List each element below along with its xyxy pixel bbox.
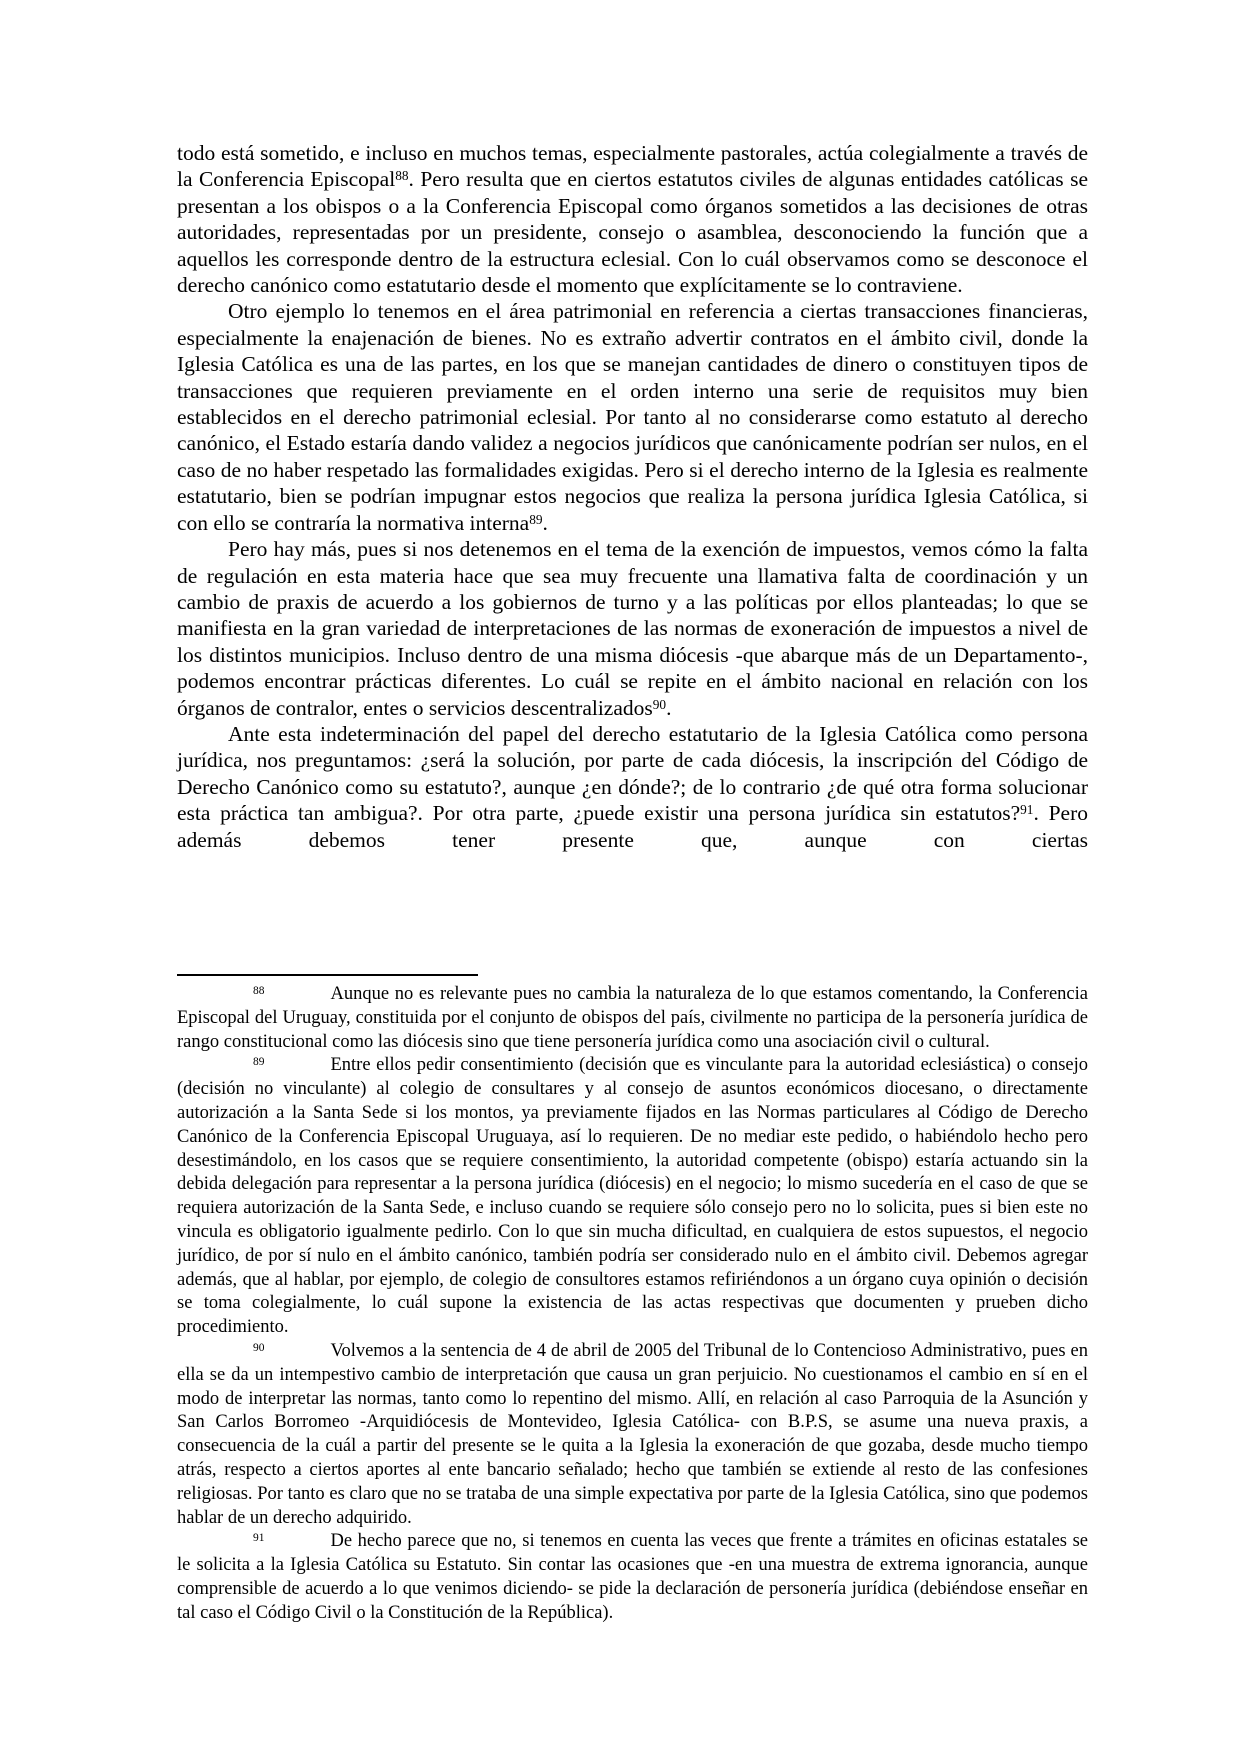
- footnote-reference: 88: [395, 168, 409, 184]
- body-text: [177, 140, 1088, 853]
- footnote-reference: 91: [1020, 802, 1034, 818]
- footnote-marker: 89: [253, 1056, 265, 1069]
- body-paragraph: todo está sometido, e incluso en muchos temas, especialmente pastorales, actúa colegialmente a través de la Conferencia Episcopal$^{88}$. Pero resulta que en ciertos estatutos civiles de algunas entidades católicas se presentan a los obispos o a la Conferencia Episcopal como órganos sometidos a las decisiones de otras autoridades, representadas por un presidente, consejo o asamblea, desconociendo la función que a aquellos les corresponde dentro de la estructura eclesial. Con lo cuál observamos como se desconoce el derecho canónico como estatutario desde el momento que explícitamente se lo contraviene.: [177, 141, 1088, 298]
- footnote-marker: 90: [253, 1341, 265, 1354]
- footnote-marker: 88: [253, 984, 265, 997]
- footnote-separator-rule: [177, 974, 478, 976]
- footnote-reference: 90: [652, 696, 667, 712]
- footnote-marker: 91: [253, 1532, 265, 1545]
- footnote: $^{90}$ Volvemos a la sentencia de 4 de abril de 2005 del Tribunal de lo Contencioso Administrativo, pues en ella se da un intempestivo cambio de interpretación que causa un gran perjuicio. No cuestionamos el cambio en sí en el modo de interpretar las normas, tanto como lo repentino del mismo. Allí, en relación al caso Parroquia de la Asunción y San Carlos Borromeo -Arquidiócesis de Montevideo, Iglesia Católica- con B.P.S, se asume una nueva praxis, a consecuencia de la cuál a partir del presente se le quita a la Iglesia la exoneración de que gozaba, desde mucho tiempo atrás, respecto a ciertos aportes al ente bancario señalado; hecho que también se extiende al resto de las confesiones religiosas. Por tanto es claro que no se trataba de una simple expectativa por parte de la Iglesia Católica, sino que podemos hablar de un derecho adquirido.: [177, 1340, 1088, 1528]
- footnote: $^{88}$ Aunque no es relevante pues no cambia la naturaleza de lo que estamos comentando, la Conferencia Episcopal del Uruguay, constituida por el conjunto de obispos del país, civilmente no participa de la personería jurídica de rango constitucional como las diócesis sino que tiene personería jurídica como una asociación civil o cultural.: [177, 984, 1088, 1052]
- footnotes: [177, 983, 1088, 1626]
- footnote-reference: 89: [529, 511, 543, 527]
- body-paragraph: Pero hay más, pues si nos detenemos en el tema de la exención de impuestos, vemos cómo la falta de regulación en esta materia hace que sea muy frecuente una llamativa falta de coordinación y un cambio de praxis de acuerdo a los gobiernos de turno y a las políticas por ellos planteadas; lo que se manifiesta en la gran variedad de interpretaciones de las normas de exoneración de impuestos a nivel de los distintos municipios. Incluso dentro de una misma diócesis -que abarque más de un Departamento-, podemos encontrar prácticas diferentes. Lo cuál se repite en el ámbito nacional en relación con los órganos de contralor, entes o servicios descentralizados$^{90}$.: [177, 537, 1088, 720]
- body-paragraph: Otro ejemplo lo tenemos en el área patrimonial en referencia a ciertas transacciones financieras, especialmente la enajenación de bienes. No es extraño advertir contratos en el ámbito civil, donde la Iglesia Católica es una de las partes, en los que se manejan cantidades de dinero o constituyen tipos de transacciones que requieren previamente en el orden interno una serie de requisitos muy bien establecidos en el derecho patrimonial eclesial. Por tanto al no considerarse como estatuto al derecho canónico, el Estado estaría dando validez a negocios jurídicos que canónicamente podrían ser nulos, en el caso de no haber respetado las formalidades exigidas. Pero si el derecho interno de la Iglesia es realmente estatutario, bien se podrían impugnar estos negocios que realiza la persona jurídica Iglesia Católica, si con ello se contraría la normativa interna$^{89}$.: [177, 299, 1088, 535]
- footnote: $^{89}$ Entre ellos pedir consentimiento (decisión que es vinculante para la autoridad eclesiástica) o consejo (decisión no vinculante) al colegio de consultares y al consejo de asuntos económicos diocesano, o directamente autorización a la Santa Sede si los montos, ya previamente fijados en las Normas particulares al Código de Derecho Canónico de la Conferencia Episcopal Uruguaya, así lo requieren. De no mediar este pedido, o habiéndolo hecho pero desestimándolo, en los casos que se requiere consentimiento, la autoridad competente (obispo) estaría actuando sin la debida delegación para representar a la persona jurídica (diócesis) en el negocio; lo mismo sucedería en el caso de que se requiera autorización de la Santa Sede, e incluso cuando se requiere sólo consejo pero no lo solicita, pues si bien este no vincula es obligatorio igualmente pedirlo. Con lo que sin mucha dificultad, en cualquiera de estos supuestos, el negocio jurídico, de por sí nulo en el ámbito canónico, también podría ser considerado nulo en el ámbito civil. Debemos agregar además, que al hablar, por ejemplo, de colegio de consultores estamos refiriéndonos a un órgano cuya opinión o decisión se toma colegialmente, lo cuál supone la existencia de las actas respectivas que documenten y prueben dicho procedimiento.: [177, 1055, 1088, 1338]
- body-paragraph: Ante esta indeterminación del papel del derecho estatutario de la Iglesia Católica como persona jurídica, nos preguntamos: ¿será la solución, por parte de cada diócesis, la inscripción del Código de Derecho Canónico como su estatuto?, aunque ¿en dónde?; de lo contrario ¿de qué otra forma solucionar esta práctica tan ambigua?. Por otra parte, ¿puede existir una persona jurídica sin estatutos?$^{91}$. Pero además debemos tener presente que, aunque con ciertas: [177, 721, 1088, 852]
- footnote: $^{91}$ De hecho parece que no, si tenemos en cuenta las veces que frente a trámites en oficinas estatales se le solicita a la Iglesia Católica su Estatuto. Sin contar las ocasiones que -en una muestra de extrema ignorancia, aunque comprensible de acuerdo a lo que venimos diciendo- se pide la declaración de personería jurídica (debiéndose enseñar en tal caso el Código Civil o la Constitución de la República).: [177, 1531, 1088, 1623]
